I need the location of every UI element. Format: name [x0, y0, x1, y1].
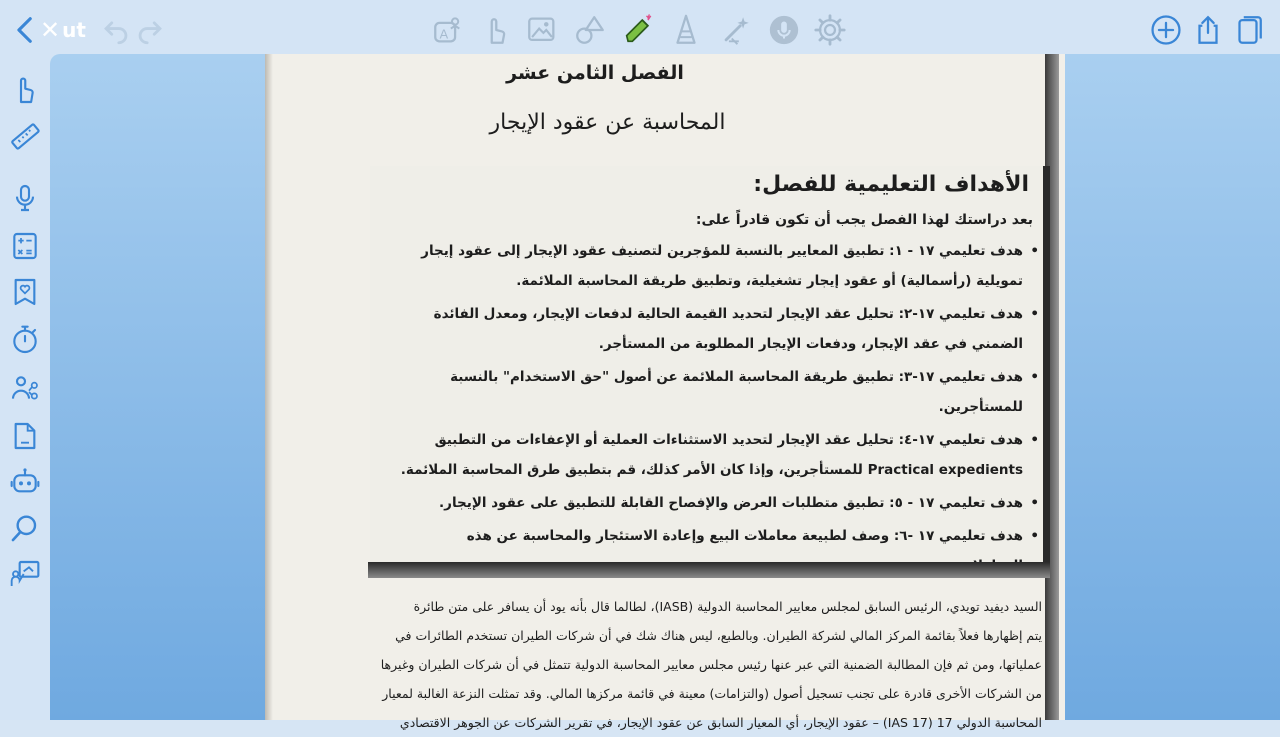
- body-paragraph: [302, 592, 1042, 737]
- hand-pointer-icon: [9, 74, 41, 106]
- microphone-icon: [9, 182, 41, 214]
- copy-pages-icon: [1231, 13, 1265, 47]
- svg-text:A: A: [439, 27, 449, 43]
- body-line: السيد ديفيد تويدي، الرئيس السابق لمجلس معايير المحاسبة الدولية (IASB)، لطالما قال بأنه يود أن يسافر على متن طائرة: [413, 599, 1042, 614]
- logo-mark-icon: ✕: [40, 16, 61, 44]
- objective-item: • هدف تعليمي ١٧ - ٥: تطبيق متطلبات العرض والإفصاح القابلة للتطبيق على عقود الإيجار.: [399, 488, 1039, 518]
- gear-icon: [813, 13, 847, 47]
- calculator-icon: [9, 230, 41, 262]
- microphone-button[interactable]: [764, 10, 804, 50]
- pen-tool-button[interactable]: [618, 10, 658, 50]
- search-icon: [9, 512, 41, 544]
- left-sidebar: [0, 60, 50, 720]
- text-person-icon: [431, 13, 465, 47]
- stopwatch-icon: [9, 324, 41, 356]
- magic-tool-button[interactable]: [716, 10, 756, 50]
- objective-item: • هدف تعليمي ١٧ -٦: وصف لطبيعة معاملات البيع وإعادة الاستئجار والمحاسبة عن هذه: [399, 521, 1039, 581]
- sidebar-favorites-button[interactable]: [7, 274, 43, 310]
- undo-icon: [99, 13, 133, 47]
- share-button[interactable]: [1188, 10, 1228, 50]
- people-share-icon: [9, 372, 41, 404]
- objectives-heading: الأهداف التعليمية للفصل:: [753, 172, 1029, 197]
- image-icon: [525, 13, 559, 47]
- body-line: المحاسبة الدولي 17 (IAS 17) – عقود الإيجار، أي المعيار السابق عن عقود الإيجار، في تقرير الشركات عن الجوهر الاقتصادي: [399, 715, 1042, 730]
- sidebar-calculator-button[interactable]: [7, 228, 43, 264]
- robot-icon: [9, 466, 41, 498]
- sidebar-ruler-button[interactable]: [7, 118, 43, 154]
- objectives-box-shadow: [368, 562, 1050, 578]
- plus-circle-icon: [1149, 13, 1183, 47]
- shapes-tool-button[interactable]: [570, 10, 610, 50]
- sidebar-mic-button[interactable]: [7, 180, 43, 216]
- sidebar-search-button[interactable]: [7, 510, 43, 546]
- page-gutter-shadow: [265, 54, 273, 720]
- sidebar-document-button[interactable]: [7, 418, 43, 454]
- objective-item: • هدف تعليمي ١٧-٢: تحليل عقد الإيجار لتحديد القيمة الحالية لدفعات الإيجار، ومعدل الفائدة الضمني في عقد الإيجار، ودفعات الإيجار المطلوبة من المستأجر.: [399, 299, 1039, 359]
- objective-item: • هدف تعليمي ١٧-٤: تحليل عقد الإيجار لتحديد الاستثناءات العملية أو الإعفاءات من التطبيق Practical expedients للمستأجرين، وإذا كان الأمر كذلك، قم بتطبيق طرق المحاسبة الملائمة.: [399, 425, 1039, 485]
- add-page-button[interactable]: [1146, 10, 1186, 50]
- chapter-number: الفصل الثامن عشر: [506, 62, 684, 84]
- pages-button[interactable]: [1228, 10, 1268, 50]
- redo-icon: [133, 13, 167, 47]
- hand-tool-button[interactable]: [476, 10, 516, 50]
- sidebar-timer-button[interactable]: [7, 322, 43, 358]
- document-viewer[interactable]: [50, 54, 1280, 730]
- heart-bookmark-icon: [9, 276, 41, 308]
- objectives-intro: بعد دراستك لهذا الفصل يجب أن تكون قادراً على:: [695, 212, 1033, 228]
- magic-wand-icon: [719, 13, 753, 47]
- objective-item: • هدف تعليمي ١٧ - ١: تطبيق المعايير بالنسبة للمؤجرين لتصنيف عقود الإيجار إلى عقود إيجار تمويلية (رأسمالية) أو عقود إيجار تشغيلية، وتطبيق طريقة المحاسبة الملائمة.: [399, 236, 1039, 296]
- text-tool-button[interactable]: [428, 10, 468, 50]
- chevron-left-icon: [9, 13, 43, 47]
- image-tool-button[interactable]: [522, 10, 562, 50]
- sidebar-presentation-button[interactable]: [7, 556, 43, 592]
- body-line: عملياتها، ومن ثم فإن المطالبة الضمنية التي عبر عنها رئيس مجلس معايير المحاسبة الدولية تتمثل في أن شركات الطيران وغيرها: [380, 657, 1042, 672]
- share-icon: [1191, 13, 1225, 47]
- sidebar-pointer-button[interactable]: [7, 72, 43, 108]
- objectives-list: [399, 236, 1039, 584]
- top-toolbar: [0, 0, 1280, 60]
- hand-pointer-icon: [479, 13, 513, 47]
- laser-tool-button[interactable]: [666, 10, 706, 50]
- presentation-icon: [9, 558, 41, 590]
- document-icon: [9, 420, 41, 452]
- sidebar-assistant-button[interactable]: [7, 464, 43, 500]
- chapter-title: المحاسبة عن عقود الإيجار: [489, 110, 726, 135]
- shapes-icon: [573, 13, 607, 47]
- sidebar-collaborate-button[interactable]: [7, 370, 43, 406]
- objective-item: • هدف تعليمي ١٧-٣: تطبيق طريقة المحاسبة الملائمة عن أصول "حق الاستخدام" بالنسبة للمستأجرين.: [399, 362, 1039, 422]
- logo-text: ut: [62, 18, 86, 42]
- laser-cone-icon: [669, 13, 703, 47]
- body-line: يتم إظهارها فعلاً بقائمة المركز المالي لشركة الطيران. وبالطبع، ليس هناك شك في أن شركات الطيران تستخدم الطائرات في: [395, 628, 1042, 643]
- microphone-icon: [767, 13, 801, 47]
- objectives-box: [370, 166, 1050, 564]
- pen-icon: [621, 13, 655, 47]
- ruler-icon: [9, 120, 41, 152]
- body-line: من الشركات الأخرى قادرة على تجنب تسجيل أصول (والتزامات) معينة في قائمة مركزها المالي. وقد تمثلت النزعة الغالبة لمعيار: [382, 686, 1042, 701]
- redo-button[interactable]: [130, 10, 170, 50]
- settings-button[interactable]: [810, 10, 850, 50]
